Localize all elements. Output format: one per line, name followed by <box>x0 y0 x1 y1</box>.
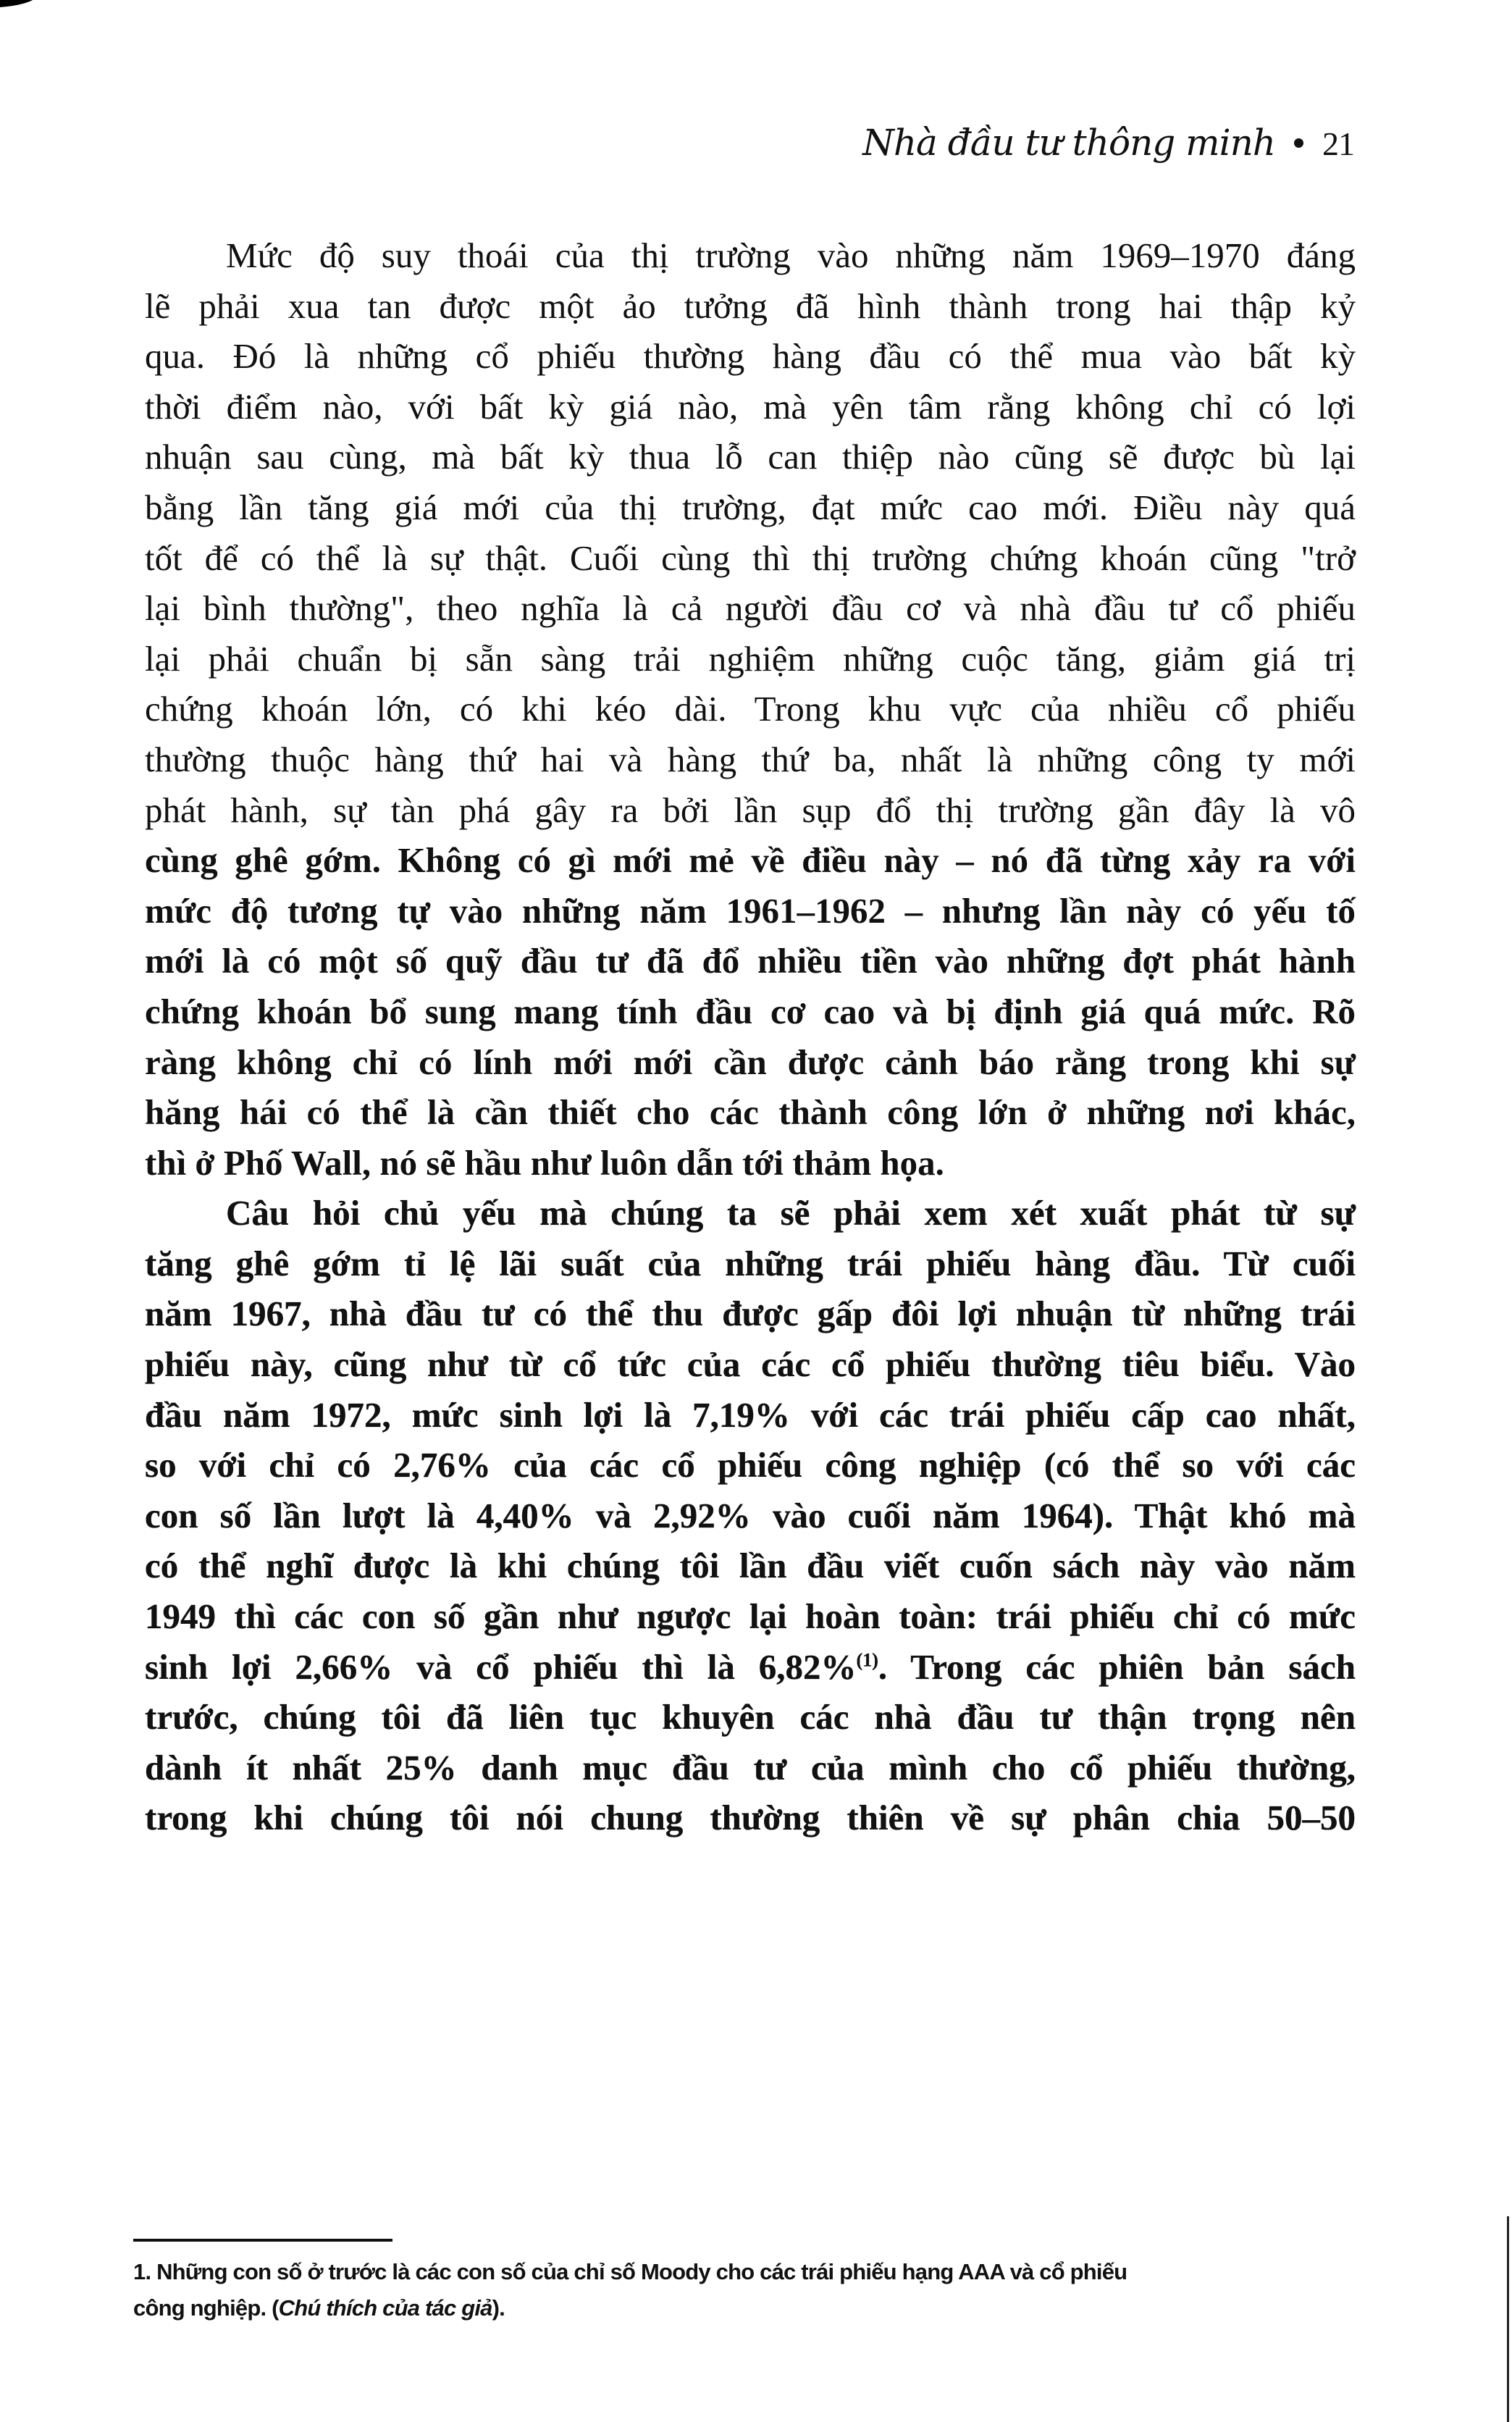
book-title: Nhà đầu tư thông minh <box>862 122 1275 164</box>
footnote <box>133 2254 1350 2326</box>
text-line: lại phải chuẩn bị sẵn sàng trải nghiệm những cuộc tăng, giảm giá trị <box>145 638 1356 679</box>
scan-corner-mark <box>0 0 36 7</box>
text-line: ràng không chỉ có lính mới mới cần được cảnh báo rằng trong khi sự <box>145 1042 1356 1082</box>
paragraph-2 <box>145 1188 1356 1843</box>
text-line: chứng khoán bổ sung mang tính đầu cơ cao và bị định giá quá mức. Rõ <box>145 991 1356 1031</box>
text-line: trước, chúng tôi đã liên tục khuyên các nhà đầu tư thận trọng nên <box>145 1697 1356 1738</box>
text-line-with-footnote <box>145 1642 1356 1693</box>
text-segment: sinh lợi 2,66% và cổ phiếu thì là 6,82% <box>145 1646 857 1687</box>
body-text <box>145 230 1356 1843</box>
text-line: hăng hái có thể là cần thiết cho các thành công lớn ở những nơi khác, <box>145 1092 1356 1133</box>
bullet-separator-icon <box>1294 138 1303 148</box>
text-line: lại bình thường", theo nghĩa là cả người đầu cơ và nhà đầu tư cổ phiếu <box>145 588 1356 629</box>
text-line: con số lần lượt là 4,40% và 2,92% vào cuối năm 1964). Thật khó mà <box>145 1495 1356 1535</box>
footnote-text: công nghiệp. ( <box>133 2295 279 2321</box>
text-line: năm 1967, nhà đầu tư có thể thu được gấp đôi lợi nhuận từ những trái <box>145 1294 1356 1334</box>
text-line: Mức độ suy thoái của thị trường vào những năm 1969–1970 đáng <box>226 235 1356 275</box>
text-line: so với chỉ có 2,76% của các cổ phiếu công nghiệp (có thể so với các <box>145 1445 1356 1486</box>
page-number: 21 <box>1322 125 1354 162</box>
text-line: cùng ghê gớm. Không có gì mới mẻ về điều này – nó đã từng xảy ra với <box>145 840 1356 881</box>
text-line: tăng ghê gớm tỉ lệ lãi suất của những trái phiếu hàng đầu. Từ cuối <box>145 1243 1356 1283</box>
text-line: chứng khoán lớn, có khi kéo dài. Trong khu vực của nhiều cổ phiếu <box>145 689 1356 729</box>
text-line: phiếu này, cũng như từ cổ tức của các cổ phiếu thường tiêu biểu. Vào <box>145 1344 1356 1385</box>
text-line: bằng lần tăng giá mới của thị trường, đạt mức cao mới. Điều này quá <box>145 487 1356 527</box>
footnote-divider <box>133 2239 392 2242</box>
text-line: phát hành, sự tàn phá gây ra bởi lần sụp đổ thị trường gần đây là vô <box>145 789 1356 830</box>
text-line: thì ở Phố Wall, nó sẽ hầu như luôn dẫn tới thảm họa. <box>145 1142 944 1183</box>
text-line: Câu hỏi chủ yếu mà chúng ta sẽ phải xem xét xuất phát từ sự <box>226 1193 1356 1233</box>
scan-page-edge <box>1507 2216 1509 2422</box>
footnote-reference[interactable]: (1) <box>856 1649 878 1671</box>
text-line: nhuận sau cùng, mà bất kỳ thua lỗ can thiệp nào cũng sẽ được bù lại <box>145 437 1356 477</box>
text-line: qua. Đó là những cổ phiếu thường hàng đầu có thể mua vào bất kỳ <box>145 336 1356 377</box>
text-line: có thể nghĩ được là khi chúng tôi lần đầu viết cuốn sách này vào năm <box>145 1546 1356 1586</box>
text-line: mức độ tương tự vào những năm 1961–1962 – nhưng lần này có yếu tố <box>145 890 1356 931</box>
text-line: trong khi chúng tôi nói chung thường thiên về sự phân chia 50–50 <box>145 1798 1356 1838</box>
text-line: thường thuộc hàng thứ hai và hàng thứ ba, nhất là những công ty mới <box>145 739 1356 779</box>
footnote-line: 1. Những con số ở trước là các con số của chỉ số Moody cho các trái phiếu hạng AAA và cổ phiếu <box>133 2259 1127 2284</box>
text-line: mới là có một số quỹ đầu tư đã đổ nhiều tiền vào những đợt phát hành <box>145 941 1356 981</box>
footnote-text: ). <box>492 2295 505 2321</box>
text-line: lẽ phải xua tan được một ảo tưởng đã hình thành trong hai thập kỷ <box>145 285 1356 326</box>
footnote-author-note: Chú thích của tác giả <box>278 2295 492 2321</box>
text-line: tốt để có thể là sự thật. Cuối cùng thì thị trường chứng khoán cũng "trở <box>145 537 1356 578</box>
text-segment: . Trong các phiên bản sách <box>878 1646 1356 1687</box>
running-head <box>862 122 1354 164</box>
text-line: đầu năm 1972, mức sinh lợi là 7,19% với các trái phiếu cấp cao nhất, <box>145 1394 1356 1435</box>
text-line: dành ít nhất 25% danh mục đầu tư của mình cho cổ phiếu thường, <box>145 1747 1356 1788</box>
text-line: 1949 thì các con số gần như ngược lại hoàn toàn: trái phiếu chỉ có mức <box>145 1596 1356 1637</box>
footnote-line <box>133 2290 1350 2326</box>
paragraph-1 <box>145 230 1356 1188</box>
text-line: thời điểm nào, với bất kỳ giá nào, mà yên tâm rằng không chỉ có lợi <box>145 386 1356 427</box>
